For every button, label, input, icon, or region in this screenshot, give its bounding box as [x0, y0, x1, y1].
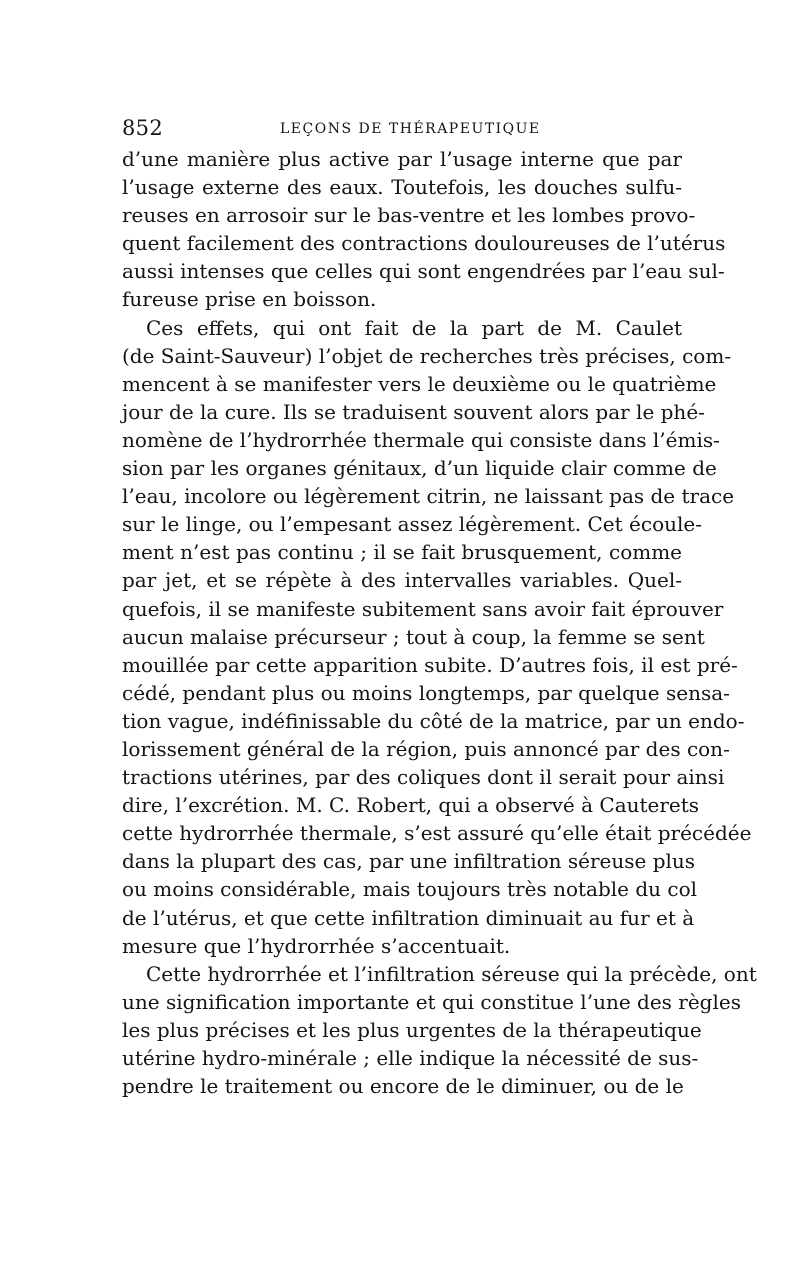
- text-line: de l’utérus, et que cette infiltration diminuait au fur et à: [122, 905, 695, 930]
- text-line: quent facilement des contractions douloureuses de l’utérus: [122, 231, 726, 256]
- text-line: l’eau, incolore ou légèrement citrin, ne laissant pas de trace: [122, 484, 735, 509]
- text-line: mesure que l’hydrorrhée s’accentuait.: [122, 933, 511, 958]
- text-line: ment n’est pas continu ; il se fait brusquement, comme: [122, 540, 682, 565]
- text-line: dans la plupart des cas, par une infiltration séreuse plus: [122, 849, 696, 874]
- text-line: nomène de l’hydrorrhée thermale qui consiste dans l’émis-: [122, 427, 720, 452]
- text-line: Cette hydrorrhée et l’infiltration séreuse qui la précède, ont: [146, 961, 757, 986]
- page-number: 852: [122, 116, 163, 140]
- text-line: mencent à se manifester vers le deuxième ou le quatrième: [122, 371, 717, 396]
- text-line: reuses en arrosoir sur le bas-ventre et les lombes provo-: [122, 203, 696, 228]
- running-title: LEÇONS DE THÉRAPEUTIQUE: [280, 121, 541, 137]
- text-line: une signification importante et qui constitue l’une des règles: [122, 989, 741, 1014]
- text-line: aucun malaise précurseur ; tout à coup, la femme se sent: [122, 624, 705, 649]
- text-line: (de Saint-Sauveur) l’objet de recherches très précises, com-: [122, 343, 732, 368]
- text-line: quefois, il se manifeste subitement sans avoir fait éprouver: [122, 596, 724, 621]
- text-line: lorissement général de la région, puis annoncé par des con-: [122, 736, 730, 761]
- text-line: tion vague, indéfinissable du côté de la matrice, par un endo-: [122, 708, 745, 733]
- text-line: Ces effets, qui ont fait de la part de M. Caulet: [146, 315, 682, 340]
- body-text: [122, 145, 757, 1100]
- text-line: fureuse prise en boisson.: [122, 287, 377, 312]
- text-line: d’une manière plus active par l’usage interne que par: [122, 147, 682, 171]
- text-line: utérine hydro-minérale ; elle indique la nécessité de sus-: [122, 1046, 699, 1070]
- text-line: tractions utérines, par des coliques dont il serait pour ainsi: [122, 765, 725, 790]
- text-line: jour de la cure. Ils se traduisent souvent alors par le phé-: [122, 399, 705, 424]
- text-line: sion par les organes génitaux, d’un liquide clair comme de: [122, 456, 717, 481]
- text-line: cette hydrorrhée thermale, s’est assuré qu’elle était précédée: [122, 821, 752, 846]
- text-line: cédé, pendant plus ou moins longtemps, par quelque sensa-: [122, 680, 730, 705]
- text-line: dire, l’excrétion. M. C. Robert, qui a observé à Cauterets: [122, 793, 700, 818]
- text-line: les plus précises et les plus urgentes de la thérapeutique: [122, 1017, 702, 1042]
- text-line: aussi intenses que celles qui sont engendrées par l’eau sul-: [122, 259, 725, 284]
- text-line: par jet, et se répète à des intervalles variables. Quel-: [122, 568, 682, 593]
- text-line: pendre le traitement ou encore de le diminuer, ou de le: [122, 1074, 684, 1099]
- text-line: sur le linge, ou l’empesant assez légèrement. Cet écoule-: [122, 512, 702, 537]
- page-header: [122, 114, 682, 144]
- text-line: l’usage externe des eaux. Toutefois, les douches sulfu-: [122, 175, 682, 200]
- text-line: ou moins considérable, mais toujours très notable du col: [122, 877, 698, 902]
- text-line: mouillée par cette apparition subite. D’autres fois, il est pré-: [122, 652, 738, 677]
